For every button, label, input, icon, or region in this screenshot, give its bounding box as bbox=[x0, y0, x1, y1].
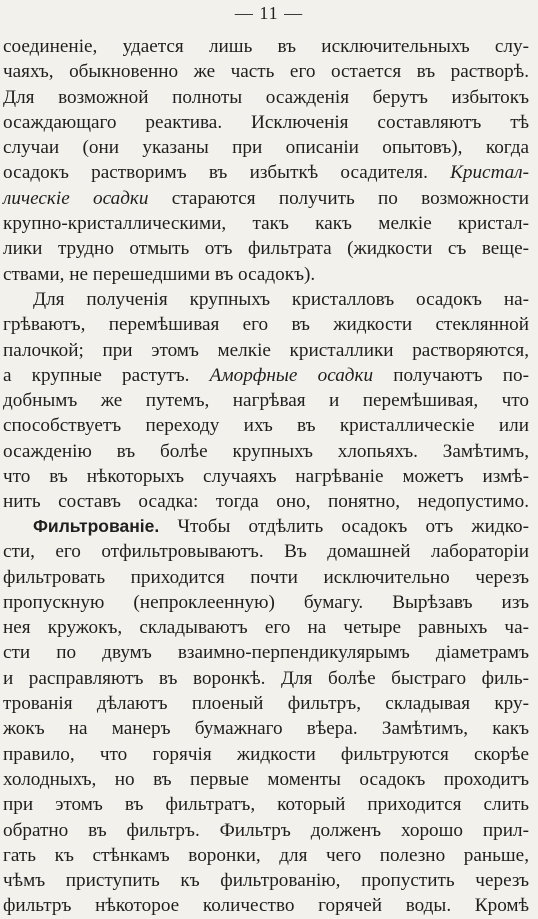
page-number: — 11 — bbox=[234, 3, 304, 23]
text-line: Для полученія крупныхъ кристалловъ осадокъ на- bbox=[33, 289, 529, 310]
text-line bbox=[3, 186, 529, 211]
text-line: чаяхъ, обыкновенно же часть его остается въ растворѣ. bbox=[3, 61, 529, 83]
text-line: крупно-кристаллическими, такъ какъ мелкіе кристал- bbox=[3, 213, 529, 235]
text-line: нить составъ осадка: тогда оно, понятно, недопустимо. bbox=[3, 491, 529, 513]
paragraph-2 bbox=[3, 287, 529, 515]
text-line: холодныхъ, но въ первые моменты осадокъ проходитъ bbox=[3, 768, 529, 790]
text-line: способствуетъ переходу ихъ въ кристаллическіе или bbox=[3, 415, 529, 437]
italic-term: Кристал- bbox=[450, 162, 530, 184]
paragraph-3 bbox=[3, 514, 529, 919]
text-line: палочкой; при этомъ мелкіе кристаллики растворяются, bbox=[3, 339, 529, 361]
text-line: случаи (они указаны при описаніи опытовъ), когда bbox=[3, 137, 529, 159]
paragraph-1 bbox=[3, 34, 529, 287]
text-line: сти по двумъ взаимно-перпендикулярымъ діаметрамъ bbox=[3, 642, 529, 664]
text-fragment: стараются получить по возможности bbox=[171, 187, 530, 209]
text-line: жокъ на манеръ бумажнаго вѣера. Замѣтимъ, какъ bbox=[3, 718, 529, 740]
text-fragment: получаютъ по- bbox=[393, 364, 529, 386]
text-line: трованія дѣлаютъ плоеный фильтръ, складывая кру- bbox=[3, 693, 529, 715]
text-line: фильтръ нѣкоторое количество горячей воды. Кромѣ bbox=[3, 895, 529, 917]
text-fragment: осадокъ растворимъ въ избыткѣ осадителя. bbox=[3, 162, 428, 184]
text-fragment: а крупные растутъ. bbox=[3, 364, 190, 386]
text-line: фильтровать приходится почти исключительно черезъ bbox=[3, 566, 529, 588]
text-line: ствами, не перешедшими въ осадокъ). bbox=[3, 263, 316, 285]
text-line: нея кружокъ, складываютъ его на четыре равныхъ ча- bbox=[3, 617, 529, 639]
text-line: при этомъ въ фильтратъ, который приходится слить bbox=[3, 794, 529, 816]
text-line: пропускную (непроклеенную) бумагу. Вырѣзавъ изъ bbox=[3, 591, 529, 613]
text-line: правило, что горячія жидкости фильтруются скорѣе bbox=[3, 743, 529, 765]
text-line: грѣваютъ, перемѣшивая его въ жидкости стеклянной bbox=[3, 314, 529, 336]
text-line: сти, его отфильтровываютъ. Въ домашней лабораторіи bbox=[3, 541, 529, 563]
text-line bbox=[3, 514, 529, 539]
text-line: чѣмъ приступить къ фильтрованію, пропустить черезъ bbox=[3, 870, 529, 892]
text-line bbox=[3, 160, 529, 185]
text-line: лики трудно отмыть отъ фильтрата (жидкости съ веще- bbox=[3, 238, 529, 260]
text-line: соединеніе, удается лишь въ исключительныхъ слу- bbox=[3, 36, 529, 57]
text-line: осаждающаго реактива. Исключенія составляютъ тѣ bbox=[3, 111, 529, 133]
section-heading: Фильтрованіе. bbox=[33, 516, 160, 536]
text-fragment: Чтобы отдѣлить осадокъ отъ жидко- bbox=[177, 516, 530, 537]
text-line bbox=[3, 363, 529, 388]
text-line: обратно въ фильтръ. Фильтръ долженъ хорошо прил- bbox=[3, 819, 529, 841]
text-line: и расправляютъ въ воронкѣ. Для болѣе быстраго филь- bbox=[3, 667, 529, 689]
italic-term: Аморфные осадки bbox=[209, 364, 374, 386]
text-line: гать къ стѣнкамъ воронки, для чего полезно раньше, bbox=[3, 844, 529, 866]
italic-term: лическіе осадки bbox=[3, 187, 149, 209]
text-line: осажденію въ болѣе крупныхъ хлопьяхъ. Замѣтимъ, bbox=[3, 440, 529, 462]
text-line: Для возможной полноты осажденія берутъ избытокъ bbox=[3, 86, 529, 108]
text-line: что въ нѣкоторыхъ случаяхъ нагрѣваніе можетъ измѣ- bbox=[3, 466, 529, 488]
text-line: добнымъ же путемъ, нагрѣвая и перемѣшивая, что bbox=[3, 390, 529, 412]
